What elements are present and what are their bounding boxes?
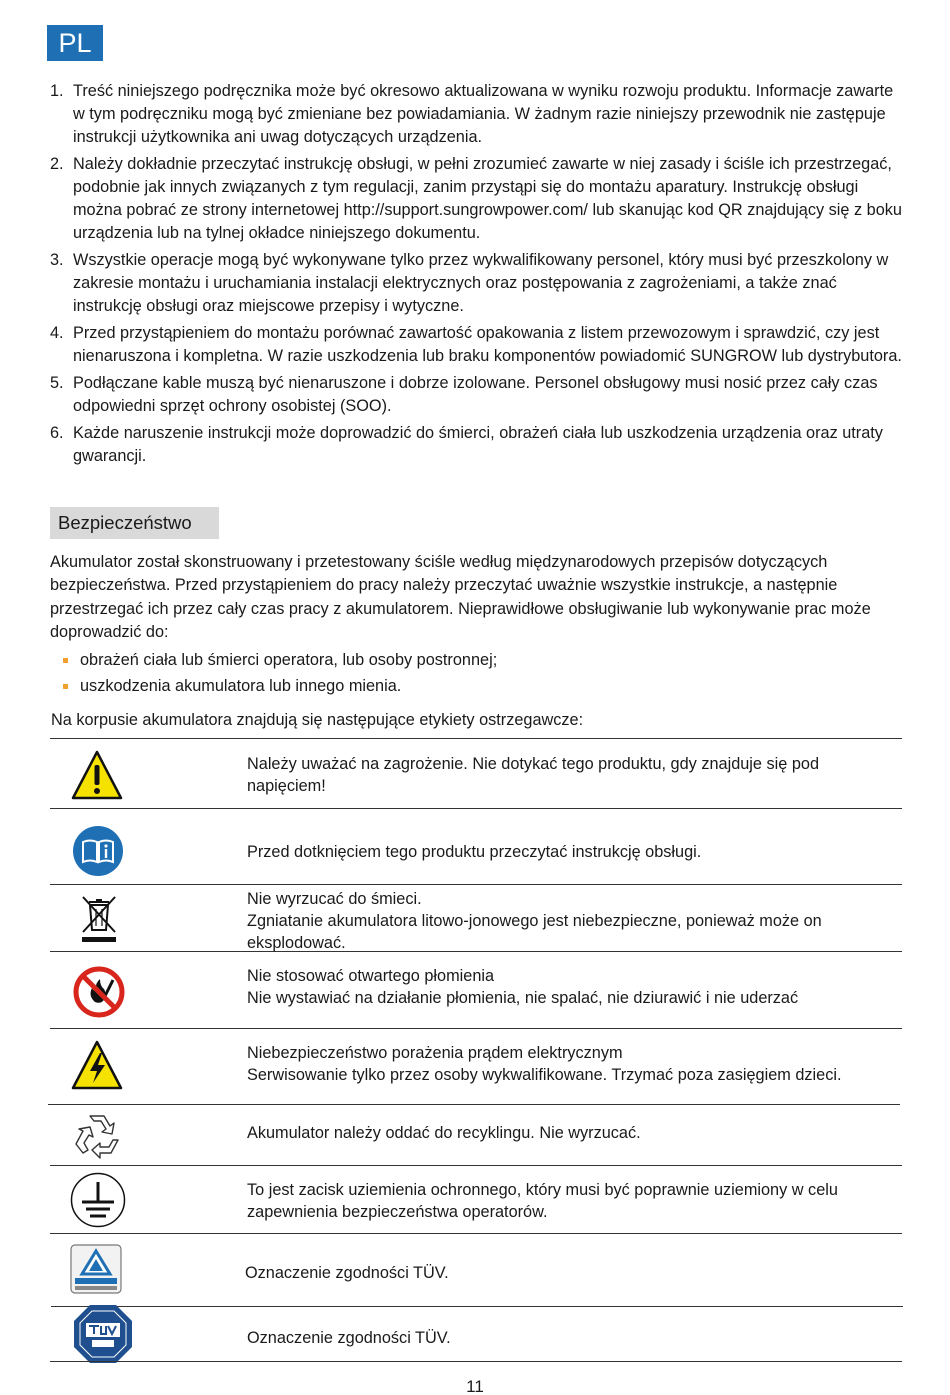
intro-list — [50, 80, 906, 468]
list-item: 5. Podłączane kable muszą być nienaruszone i dobrze izolowane. Personel obsługowy musi nosić przez cały czas odpowiedni sprzęt ochrony osobistej (SOO). — [50, 374, 878, 415]
warning-triangle-icon — [70, 749, 124, 801]
table-row: Nie stosować otwartego płomienia Nie wystawiać na działanie płomienia, nie spalać, nie dziurawić i nie uderzać — [50, 951, 902, 1028]
table-row: Przed dotknięciem tego produktu przeczytać instrukcję obsługi. — [50, 808, 902, 884]
tuv-rheinland-icon — [70, 1244, 122, 1294]
page-number: 11 — [466, 1377, 484, 1395]
table-row: Nie wyrzucać do śmieci. Zgniatanie akumulatora litowo-jonowego jest niebezpieczne, ponieważ może on eksplodować. — [50, 884, 902, 951]
list-item: 6. Każde naruszenie instrukcji może doprowadzić do śmierci, obrażeń ciała lub uszkodzenia urządzenia oraz utraty gwarancji. — [50, 424, 883, 465]
hazard-bullets — [62, 647, 497, 699]
safety-paragraph: Akumulator został skonstruowany i przetestowany ściśle według międzynarodowych przepisów dotyczących bezpieczeństwa. Przed przystąpieniem do pracy należy przeczytać uważnie wszystkie instrukcje, a następnie przestrzegać ich przez cały czas pracy z akumulatorem. Nieprawidłowe obsługiwanie lub wykonywanie prac może doprowadzić do: — [50, 553, 871, 641]
table-bottom-rule — [50, 1361, 902, 1362]
recycle-icon — [70, 1110, 124, 1162]
bullet-item: uszkodzenia akumulatora lub innego mienia. — [62, 673, 497, 699]
list-item: 4. Przed przystąpieniem do montażu porównać zawartość opakowania z listem przewozowym i sprawdzić, czy jest nienaruszona i kompletna. W razie uszkodzenia lub braku komponentów powiadomić SUNGROW lub dystrybutora. — [50, 324, 902, 365]
labels-intro: Na korpusie akumulatora znajdują się następujące etykiety ostrzegawcze: — [51, 711, 584, 729]
language-badge: PL — [47, 25, 103, 61]
no-open-flame-icon — [73, 966, 125, 1018]
list-item: 3. Wszystkie operacje mogą być wykonywane tylko przez wykwalifikowany personel, który musi być przeszkolony w zakresie montażu i uruchamiania instalacji elektrycznych oraz postępowania z zagrożeniami, a także znać instrukcję obsługi oraz miejscowe przepisy i wytyczne. — [50, 251, 889, 315]
list-item: 1. Treść niniejszego podręcznika może być okresowo aktualizowana w wyniku rozwoju produktu. Informacje zawarte w tym podręczniku mogą być zmieniane bez powiadamiania. W żadnym razie niniejszy przewodnik nie zastępuje instrukcji użytkownika ani uwag dotyczących urządzenia. — [50, 82, 894, 146]
electric-shock-icon — [70, 1039, 124, 1091]
table-row: Niebezpieczeństwo porażenia prądem elektrycznym Serwisowanie tylko przez osoby wykwalifikowane. Trzymać poza zasięgiem dzieci. — [50, 1028, 902, 1104]
section-title-safety: Bezpieczeństwo — [50, 507, 219, 539]
list-item: 2. Należy dokładnie przeczytać instrukcję obsługi, w pełni zrozumieć zawarte w niej zasady i ściśle ich przestrzegać, podobnie jak innych związanych z tym regulacji, zanim przystąpi się do montażu aparatury. Instrukcję obsługi można pobrać ze strony internetowej http://support.sungrowpower.com/ lub skanując kod QR znajdujący się z boku urządzenia lub na tylnej okładce niniejszego dokumentu. — [50, 155, 902, 242]
table-row: Należy uważać na zagrożenie. Nie dotykać tego produktu, gdy znajduje się pod napięciem! — [50, 738, 902, 808]
crossed-bin-icon — [80, 894, 118, 944]
ground-terminal-icon — [70, 1172, 126, 1228]
tuv-sud-icon — [72, 1303, 134, 1365]
read-manual-icon — [72, 825, 124, 877]
table-row: Akumulator należy oddać do recyklingu. Nie wyrzucać. — [48, 1104, 900, 1165]
table-row: Oznaczenie zgodności TÜV. — [51, 1306, 903, 1361]
bullet-item: obrażeń ciała lub śmierci operatora, lub osoby postronnej; — [62, 647, 497, 673]
table-row: Oznaczenie zgodności TÜV. — [50, 1233, 902, 1306]
table-row: To jest zacisk uziemienia ochronnego, który musi być poprawnie uziemiony w celu zapewnienia bezpieczeństwa operatorów. — [50, 1165, 902, 1233]
